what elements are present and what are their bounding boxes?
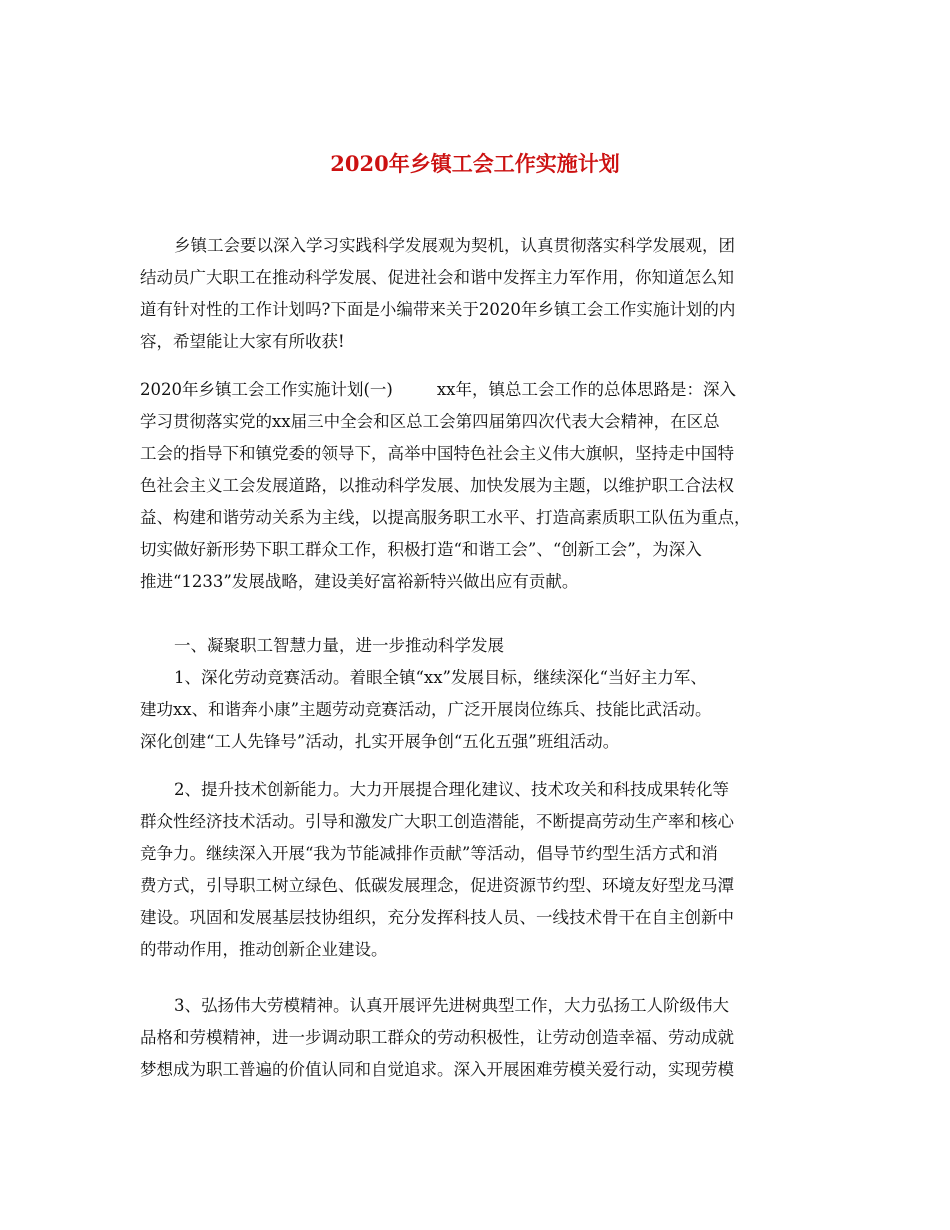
plan-line: 学习贯彻落实党的xx届三中全会和区总工会第四届第四次代表大会精神，在区总 <box>140 412 720 431</box>
intro-line: 道有针对性的工作计划吗?下面是小编带来关于2020年乡镇工会工作实施计划的内 <box>140 300 736 319</box>
item-line: 费方式，引导职工树立绿色、低碳发展理念，促进资源节约型、环境友好型龙马潭 <box>140 876 734 895</box>
plan-line: 益、构建和谐劳动关系为主线，以提高服务职工水平、打造高素质职工队伍为重点， <box>140 508 751 527</box>
item-one-paragraph <box>140 662 830 758</box>
item-line: 3、弘扬伟大劳模精神。认真开展评先进树典型工作，大力弘扬工人阶级伟大 <box>174 996 729 1015</box>
intro-line: 结动员广大职工在推动科学发展、促进社会和谐中发挥主力军作用，你知道怎么知 <box>140 268 734 287</box>
document-title: 2020年乡镇工会工作实施计划 <box>330 151 620 176</box>
plan-line: 工会的指导下和镇党委的领导下，高举中国特色社会主义伟大旗帜，坚持走中国特 <box>140 444 734 463</box>
item-three-paragraph <box>140 990 830 1086</box>
section-heading: 一、凝聚职工智慧力量，进一步推动科学发展 <box>174 636 504 655</box>
section-one-heading <box>140 630 830 662</box>
intro-paragraph <box>140 230 830 358</box>
plan-line: 切实做好新形势下职工群众工作，积极打造“和谐工会”、“创新工会”，为深入 <box>140 540 702 559</box>
plan-paragraph <box>140 374 830 598</box>
item-two-paragraph <box>140 774 830 966</box>
item-line: 建功xx、和谐奔小康”主题劳动竞赛活动，广泛开展岗位练兵、技能比武活动。 <box>140 700 712 719</box>
plan-first-line-text: xx年，镇总工会工作的总体思路是：深入 <box>436 380 736 399</box>
item-line: 1、深化劳动竞赛活动。着眼全镇“xx”发展目标，继续深化“当好主力军、 <box>174 668 707 687</box>
plan-heading: 2020年乡镇工会工作实施计划(一) <box>140 380 393 399</box>
item-line: 品格和劳模精神，进一步调动职工群众的劳动积极性，让劳动创造幸福、劳动成就 <box>140 1028 734 1047</box>
item-line: 竞争力。继续深入开展“我为节能减排作贡献”等活动，倡导节约型生活方式和消 <box>140 844 718 863</box>
intro-line: 容，希望能让大家有所收获! <box>140 332 345 351</box>
item-line: 建设。巩固和发展基层技协组织，充分发挥科技人员、一线技术骨干在自主创新中 <box>140 908 734 927</box>
plan-line: 色社会主义工会发展道路，以推动科学发展、加快发展为主题，以维护职工合法权 <box>140 476 734 495</box>
plan-first-line <box>140 374 830 406</box>
plan-line: 推进“1233”发展战略，建设美好富裕新特兴做出应有贡献。 <box>140 572 579 591</box>
intro-line: 乡镇工会要以深入学习实践科学发展观为契机，认真贯彻落实科学发展观，团 <box>174 236 735 255</box>
item-line: 梦想成为职工普遍的价值认同和自觉追求。深入开展困难劳模关爱行动，实现劳模 <box>140 1060 734 1079</box>
item-line: 群众性经济技术活动。引导和激发广大职工创造潜能，不断提高劳动生产率和核心 <box>140 812 734 831</box>
item-line: 的带动作用，推动创新企业建设。 <box>140 940 388 959</box>
item-line: 2、提升技术创新能力。大力开展提合理化建议、技术攻关和科技成果转化等 <box>174 780 729 799</box>
item-line: 深化创建“工人先锋号”活动，扎实开展争创“五化五强”班组活动。 <box>140 732 620 751</box>
